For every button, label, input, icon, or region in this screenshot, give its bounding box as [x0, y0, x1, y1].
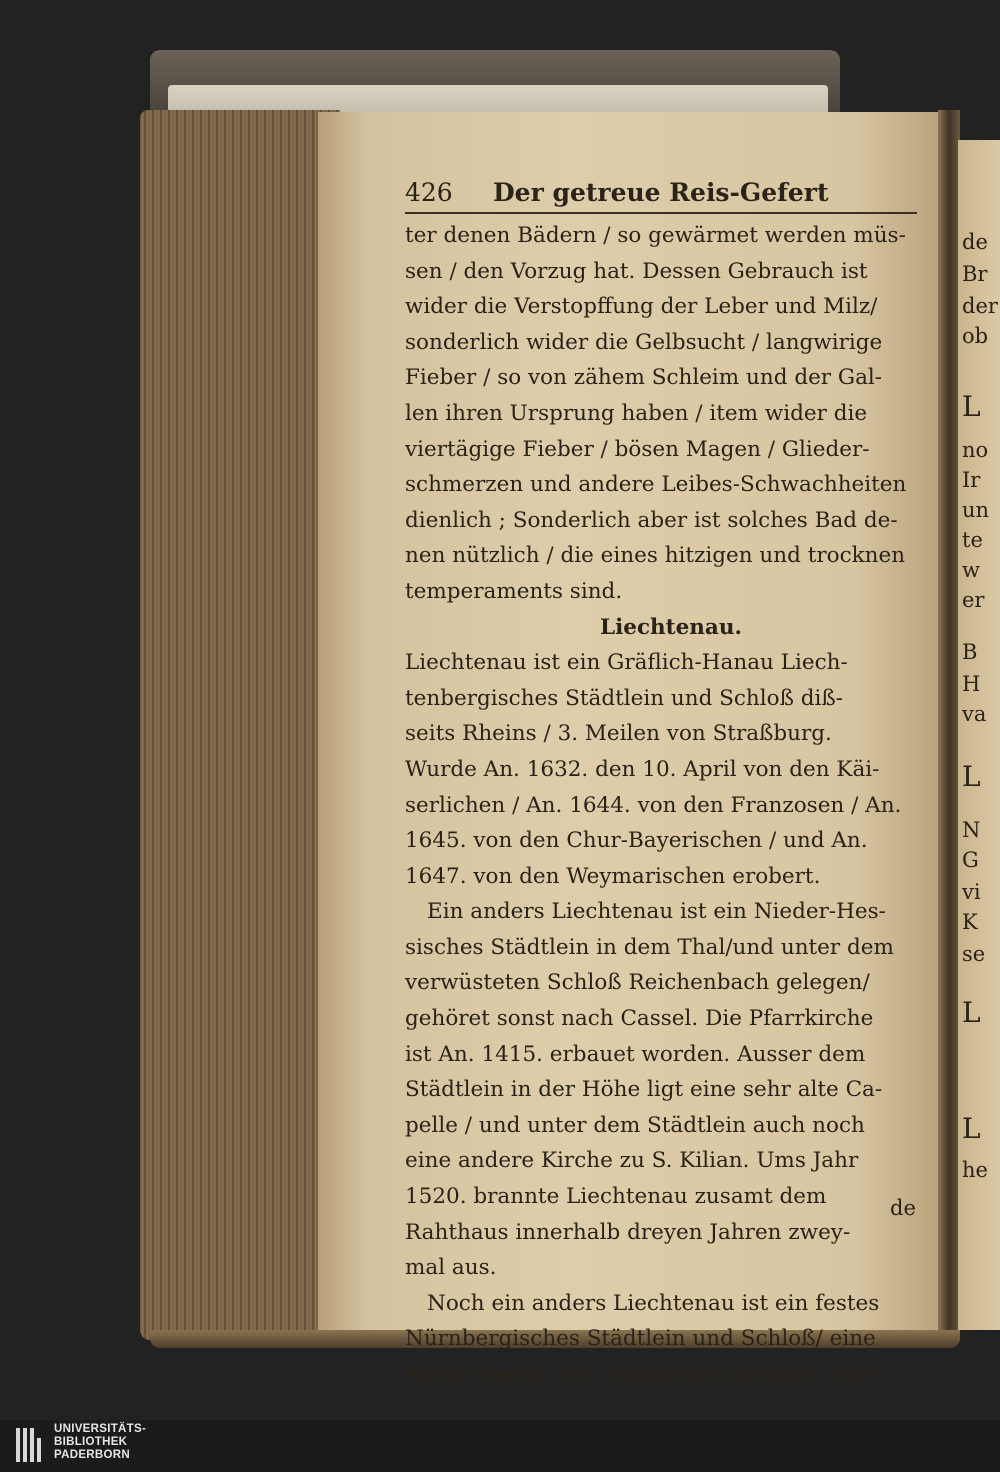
- facing-fragment: he: [962, 1158, 988, 1182]
- page-body: [405, 218, 937, 1393]
- library-name-line: UNIVERSITÄTS-: [54, 1423, 147, 1435]
- text-line: gehöret sonst nach Cassel. Die Pfarrkirche: [405, 1006, 874, 1032]
- text-line: verwüsteten Schloß Reichenbach gelegen/: [405, 970, 870, 996]
- text-line: dienlich ; Sonderlich aber ist solches Bad de-: [405, 507, 898, 533]
- facing-fragment: se: [962, 942, 986, 966]
- library-name-line: PADERBORN: [54, 1449, 130, 1461]
- text-line: 1647. von den Weymarischen erobert.: [405, 863, 821, 889]
- text-line: Liechtenau ist ein Gräflich-Hanau Liech-: [405, 650, 848, 676]
- text-line: viertägige Fieber / bösen Magen / Glieder-: [405, 436, 870, 462]
- facing-fragment: K: [962, 910, 978, 934]
- facing-fragment: N: [962, 818, 981, 842]
- facing-fragment: Ir: [962, 468, 981, 492]
- facing-fragment: te: [962, 528, 983, 552]
- library-name: [54, 1423, 146, 1462]
- header-rule: [405, 212, 917, 214]
- catchword: de: [890, 1196, 916, 1220]
- text-line: sen / den Vorzug hat. Dessen Gebrauch ist: [405, 258, 868, 284]
- facing-fragment: de: [962, 230, 988, 254]
- facing-fragment: un: [962, 498, 990, 522]
- section-heading: Liechtenau.: [600, 614, 742, 640]
- facing-fragment: L: [962, 760, 981, 793]
- library-name-line: BIBLIOTHEK: [54, 1436, 128, 1448]
- text-line: Ein anders Liechtenau ist ein Nieder-Hes-: [427, 899, 886, 925]
- page-number: 426: [405, 178, 453, 207]
- facing-fragment: vi: [962, 880, 981, 904]
- facing-fragment: Br: [962, 262, 988, 286]
- text-line: len ihren Ursprung haben / item wider die: [405, 400, 868, 426]
- facing-fragment: va: [962, 702, 987, 726]
- book-gutter: [938, 110, 960, 1340]
- text-line: temperaments sind.: [405, 578, 623, 604]
- text-line: pelle / und unter dem Städtlein auch noch: [405, 1112, 865, 1138]
- text-line: Fieber / so von zähem Schleim und der Gal-: [405, 365, 883, 391]
- text-line: Noch ein anders Liechtenau ist ein festes: [427, 1290, 880, 1316]
- text-line: 1520. brannte Liechtenau zusamt dem: [405, 1184, 827, 1210]
- facing-fragment: B: [962, 640, 978, 664]
- text-line: Meile Weegs von Onoldsbach gelegen. Wur-: [405, 1362, 885, 1387]
- text-line: mal aus.: [405, 1255, 497, 1281]
- text-line: ter denen Bädern / so gewärmet werden müs-: [405, 223, 906, 248]
- text-line: sonderlich wider die Gelbsucht / langwirige: [405, 329, 883, 355]
- page-edges-block: [140, 110, 340, 1340]
- facing-fragment: der: [962, 294, 998, 318]
- right-page-edge: [958, 140, 1000, 1330]
- facing-fragment: L: [962, 996, 981, 1029]
- facing-fragment: ob: [962, 324, 989, 348]
- text-line: sisches Städtlein in dem Thal/und unter dem: [405, 934, 894, 960]
- running-title: Der getreue Reis-Gefert: [493, 178, 829, 207]
- text-line: seits Rheins / 3. Meilen von Straßburg.: [405, 721, 832, 747]
- facing-fragment: w: [962, 558, 980, 582]
- page-header: [405, 172, 935, 212]
- text-line: Städtlein in der Höhe ligt eine sehr alte Ca-: [405, 1077, 883, 1103]
- text-line: nen nützlich / die eines hitzigen und trocknen: [405, 543, 906, 569]
- text-line: Rahthaus innerhalb dreyen Jahren zwey-: [405, 1219, 851, 1245]
- text-line: Wurde An. 1632. den 10. April von den Käi-: [405, 756, 880, 782]
- text-line: 1645. von den Chur-Bayerischen / und An.: [405, 828, 868, 854]
- text-line: serlichen / An. 1644. von den Franzosen / An.: [405, 792, 902, 818]
- facing-fragment: H: [962, 672, 981, 696]
- text-line: wider die Verstopffung der Leber und Milz/: [405, 294, 878, 320]
- text-line: tenbergisches Städtlein und Schloß diß-: [405, 685, 844, 711]
- facing-fragment: L: [962, 390, 981, 423]
- text-line: eine andere Kirche zu S. Kilian. Ums Jahr: [405, 1148, 859, 1174]
- facing-fragment: er: [962, 588, 985, 612]
- facing-fragment: no: [962, 438, 989, 462]
- facing-fragment: L: [962, 1112, 981, 1145]
- text-line: Nürnbergisches Städtlein und Schloß/ eine: [405, 1326, 876, 1352]
- text-line: schmerzen und andere Leibes-Schwachheiten: [405, 472, 907, 498]
- facing-fragment: G: [962, 848, 979, 872]
- library-footer: [0, 1420, 1000, 1472]
- text-line: ist An. 1415. erbauet worden. Ausser dem: [405, 1041, 866, 1067]
- library-logo-icon: [14, 1424, 48, 1466]
